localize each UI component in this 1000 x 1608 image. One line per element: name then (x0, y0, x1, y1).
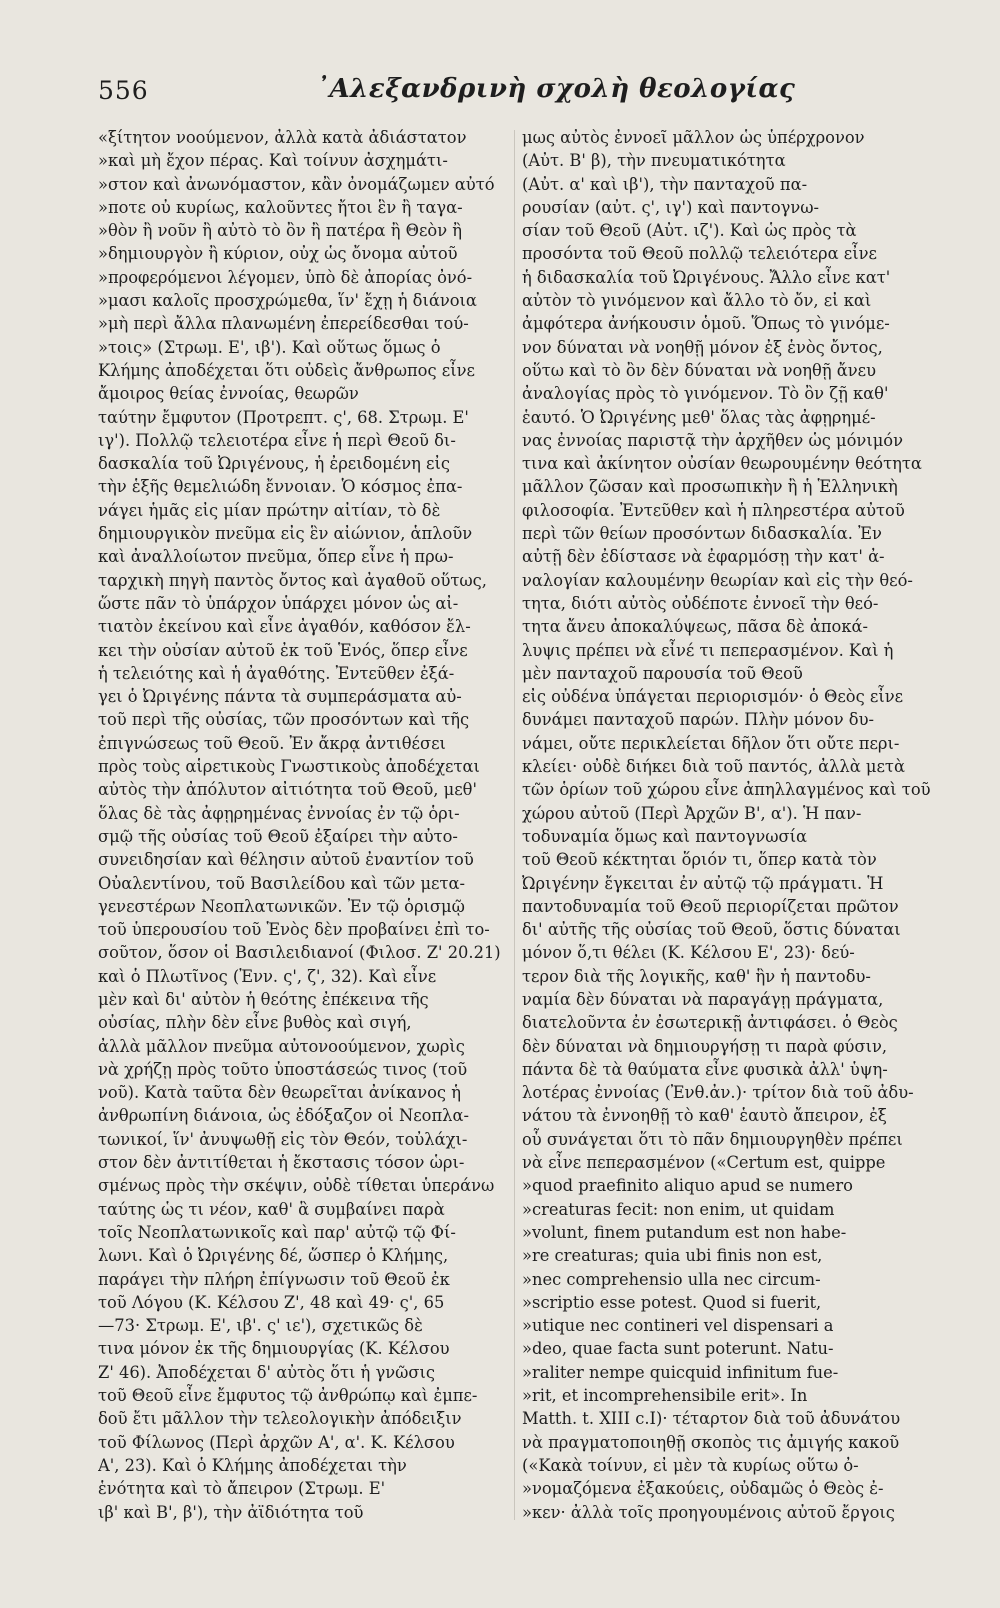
text-line: μως αὐτὸς ἐννοεῖ μᾶλλον ὡς ὑπέρχρονον (522, 128, 865, 147)
column-divider (514, 130, 515, 1520)
text-line: τῶν ὁρίων τοῦ χώρου εἶνε ἀπηλλαγμένος καὶ τοῦ (522, 780, 931, 800)
text-line: ὥστε πᾶν τὸ ὑπάρχον ὑπάρχει μόνον ὡς αἰ- (98, 593, 459, 613)
text-line: Οὐαλεντίνου, τοῦ Βασιλείδου καὶ τῶν μετα- (98, 873, 465, 893)
text-line: νον δύναται νὰ νοηθῇ μόνον ἐξ ἑνὸς ὄντος, (522, 337, 883, 357)
text-line: (Αὐτ. α' καὶ ιβ'), τὴν πανταχοῦ πα- (522, 174, 808, 194)
text-line: τοῖς Νεοπλατωνικοῖς καὶ παρ' αὐτῷ τῷ Φί- (98, 1222, 456, 1242)
text-line: σίαν τοῦ Θεοῦ (Αὐτ. ιζ'). Καὶ ὡς πρὸς τὰ (522, 221, 857, 241)
text-line: Ζ' 46). Ἀποδέχεται δ' αὐτὸς ὅτι ἡ γνῶσις (98, 1362, 436, 1382)
text-line: τιατὸν ἐκείνου καὶ εἶνε ἀγαθόν, καθόσον ἔλ- (98, 617, 471, 637)
text-line: τοῦ Θεοῦ εἶνε ἔμφυτος τῷ ἀνθρώπῳ καὶ ἐμπε- (98, 1386, 478, 1406)
text-line: ναμία δὲν δύναται νὰ παραγάγῃ πράγματα, (522, 989, 884, 1009)
text-line: περὶ τῶν θείων προσόντων διδασκαλία. Ἐν (522, 524, 882, 544)
text-line: νας ἐννοίας παριστᾷ τὴν ἀρχῆθεν ὡς μόνιμόν (522, 430, 903, 450)
text-line: πάντα δὲ τὰ θαύματα εἶνε φυσικὰ ἀλλ' ὑψη- (522, 1059, 888, 1079)
text-line: »κεν· ἀλλὰ τοῖς προηγουμένοις αὐτοῦ ἔργοις (522, 1502, 895, 1522)
text-line: καὶ ἀναλλοίωτον πνεῦμα, ὅπερ εἶνε ἡ πρω- (98, 547, 454, 567)
text-line: νὰ εἶνε πεπερασμένον («Certum est, quippe (522, 1153, 886, 1173)
running-title: ᾿Αλεξανδρινὴ σχολὴ θεολογίας (316, 74, 796, 104)
text-line: δυνάμει πανταχοῦ παρών. Πλὴν μόνον δυ- (522, 710, 874, 730)
text-line: τὴν ἑξῆς θεμελιώδη ἔννοιαν. Ὁ κόσμος ἐπα- (98, 477, 463, 497)
text-line: ταύτης ὡς τι νέον, καθ' ἃ συμβαίνει παρὰ (98, 1199, 445, 1219)
text-line: »ποτε οὐ κυρίως, καλοῦντες ἤτοι ἓν ἢ ταγα- (98, 197, 463, 217)
text-line: ταύτην ἔμφυτον (Προτρεπτ. ς', 68. Στρωμ. Ε' (98, 407, 469, 427)
text-line: »μὴ περὶ ἄλλα πλανωμένη ἐπερείδεσθαι τού- (98, 314, 469, 334)
text-line: »raliter nempe quicquid infinitum fue- (522, 1362, 839, 1382)
text-line: »θὸν ἢ νοῦν ἢ αὐτὸ τὸ ὂν ἢ πατέρα ἢ Θεὸν ἢ (98, 221, 463, 241)
page-number: 556 (98, 76, 149, 105)
left-text-column (98, 126, 512, 1524)
text-line: δοῦ ἔτι μᾶλλον τὴν τελεολογικὴν ἀπόδειξιν (98, 1409, 462, 1429)
text-line: λωνι. Καὶ ὁ Ὠριγένης δέ, ὥσπερ ὁ Κλήμης, (98, 1246, 449, 1266)
text-line: ἀμφότερα ἀνήκουσιν ὁμοῦ. Ὅπως τὸ γινόμε- (522, 314, 890, 334)
text-line: ἀλλὰ μᾶλλον πνεῦμα αὐτονοούμενον, χωρὶς (98, 1036, 465, 1056)
text-line: τινα μόνον ἐκ τῆς δημιουργίας (Κ. Κέλσου (98, 1339, 450, 1359)
text-line: ἄμοιρος θείας ἐννοίας, θεωρῶν (98, 384, 359, 404)
text-line: τοῦ Θεοῦ κέκτηται ὅριόν τι, ὅπερ κατὰ τὸν (522, 850, 877, 870)
text-line: »τοις» (Στρωμ. Ε', ιβ'). Καὶ οὕτως ὅμως ὁ (98, 337, 441, 357)
text-line: στον δὲν ἀντιτίθεται ἡ ἔκστασις τόσον ὡρι- (98, 1153, 465, 1173)
right-text-column (522, 126, 936, 1524)
text-line: φιλοσοφία. Ἐντεῦθεν καὶ ἡ πληρεστέρα αὐτοῦ (522, 500, 905, 520)
text-line: τερον διὰ τῆς λογικῆς, καθ' ἣν ἡ παντοδυ- (522, 966, 871, 986)
text-line: »re creaturas; quia ubi finis non est, (522, 1246, 823, 1266)
text-line: νοῦ). Κατὰ ταῦτα δὲν θεωρεῖται ἀνίκανος ἡ (98, 1083, 461, 1103)
text-line: (Αὐτ. Β' β), τὴν πνευματικότητα (522, 151, 786, 171)
text-line: κλείει· οὐδὲ διήκει διὰ τοῦ παντός, ἀλλὰ μετὰ (522, 757, 905, 777)
text-line: »creaturas fecit: non enim, ut quidam (522, 1199, 835, 1219)
text-line: νάγει ἡμᾶς εἰς μίαν πρώτην αἰτίαν, τὸ δὲ (98, 500, 441, 520)
text-line: σοῦτον, ὅσον οἱ Βασιλειδιανοί (Φιλοσ. Ζ' 20.21) (98, 943, 501, 963)
text-line: («Κακὰ τοίνυν, εἰ μὲν τὰ κυρίως οὕτω ὀ- (522, 1455, 859, 1475)
text-line: γενεστέρων Νεοπλατωνικῶν. Ἐν τῷ ὁρισμῷ (98, 896, 465, 916)
text-line: »καὶ μὴ ἔχον πέρας. Καὶ τοίνυν ἀσχημάτι- (98, 151, 448, 171)
text-line: »utique nec contineri vel dispensari a (522, 1316, 834, 1336)
text-line: παντοδυναμία τοῦ Θεοῦ περιορίζεται πρῶτον (522, 896, 899, 916)
text-line: τητα ἄνευ ἀποκαλύψεως, πᾶσα δὲ ἀποκά- (522, 617, 869, 637)
text-line: δημιουργικὸν πνεῦμα εἰς ἓν αἰώνιον, ἁπλοῦν (98, 524, 473, 544)
text-line: ἀναλογίας πρὸς τὸ γινόμενον. Τὸ ὂν ζῇ καθ' (522, 384, 889, 404)
text-line: ναλογίαν καλουμένην θεωρίαν καὶ εἰς τὴν θεό- (522, 570, 913, 590)
text-line: Α', 23). Καὶ ὁ Κλήμης ἀποδέχεται τὴν (98, 1455, 407, 1475)
text-line: νὰ χρήζῃ πρὸς τοῦτο ὑποστάσεώς τινος (τοῦ (98, 1059, 468, 1079)
text-line: νὰ πραγματοποιηθῇ σκοπὸς τις ἀμιγής κακοῦ (522, 1432, 900, 1452)
text-line: μὲν καὶ δι' αὐτὸν ἡ θεότης ἐπέκεινα τῆς (98, 989, 429, 1009)
text-line: τοδυναμία ὅμως καὶ παντογνωσία (522, 826, 808, 846)
text-line: »προφερόμενοι λέγομεν, ὑπὸ δὲ ἀπορίας ὀνό- (98, 267, 473, 287)
text-line: »rit, et incomprehensibile erit». In (522, 1386, 808, 1406)
text-line: »δημιουργὸν ἢ κύριον, οὐχ ὡς ὄνομα αὐτοῦ (98, 244, 458, 264)
text-line: »στον καὶ ἀνωνόμαστον, κἂν ὀνομάζωμεν αὐτό (98, 174, 495, 194)
text-line: «ξίτητον νοούμενον, ἀλλὰ κατὰ ἀδιάστατον (98, 128, 467, 147)
text-line: ρουσίαν (αὐτ. ς', ιγ') καὶ παντογνω- (522, 197, 820, 217)
text-line: γει ὁ Ὠριγένης πάντα τὰ συμπεράσματα αὐ- (98, 687, 462, 707)
text-line: ἀνθρωπίνη διάνοια, ὡς ἐδόξαζον οἱ Νεοπλα- (98, 1106, 469, 1126)
text-line: οὗ συνάγεται ὅτι τὸ πᾶν δημιουργηθὲν πρέπει (522, 1129, 903, 1149)
text-line: ἑαυτό. Ὁ Ὠριγένης μεθ' ὅλας τὰς ἀφῃρημέ- (522, 407, 876, 427)
text-line: προσόντα τοῦ Θεοῦ πολλῷ τελειότερα εἶνε (522, 244, 877, 264)
text-line: »volunt, finem putandum est non habe- (522, 1222, 847, 1242)
text-line: ἡ τελειότης καὶ ἡ ἀγαθότης. Ἐντεῦθεν ἐξά- (98, 663, 455, 683)
text-line: χώρου αὐτοῦ (Περὶ Ἀρχῶν Β', α'). Ἡ παν- (522, 803, 862, 823)
text-line: τοῦ Λόγου (Κ. Κέλσου Ζ', 48 καὶ 49· ς', 65 (98, 1292, 445, 1312)
text-line: λοτέρας ἐννοίας (Ἐνθ.ἀν.)· τρίτον διὰ τοῦ ἀδυ- (522, 1083, 914, 1103)
text-line: ἡ διδασκαλία τοῦ Ὠριγένους. Ἄλλο εἶνε κατ' (522, 267, 891, 287)
text-line: σμῷ τῆς οὐσίας τοῦ Θεοῦ ἐξαίρει τὴν αὐτο- (98, 826, 458, 846)
text-line: ταρχικὴ πηγὴ παντὸς ὄντος καὶ ἀγαθοῦ οὕτως, (98, 570, 487, 590)
text-line: Κλήμης ἀποδέχεται ὅτι οὐδεὶς ἄνθρωπος εἶνε (98, 360, 475, 380)
text-line: δὲν δύναται νὰ δημιουργήσῃ τι παρὰ φύσιν, (522, 1036, 888, 1056)
text-line: »quod praefinito aliquo apud se numero (522, 1176, 853, 1196)
text-line: νάμει, οὔτε περικλείεται δῆλον ὅτι οὔτε περι- (522, 733, 900, 753)
text-line: αὐτὸς τὴν ἀπόλυτον αἰτιότητα τοῦ Θεοῦ, μεθ' (98, 780, 477, 800)
text-line: δι' αὐτῆς τῆς οὐσίας τοῦ Θεοῦ, ὅστις δύναται (522, 920, 901, 940)
text-line: »nec comprehensio ulla nec circum- (522, 1269, 821, 1289)
text-line: —73· Στρωμ. Ε', ιβ'. ς' ιε'), σχετικῶς δὲ (98, 1316, 423, 1336)
text-line: τωνικοί, ἵν' ἀνυψωθῇ εἰς τὸν Θεόν, τοὐλάχι- (98, 1129, 468, 1149)
text-line: λυψις πρέπει νὰ εἶνέ τι πεπερασμένον. Καὶ ἡ (522, 640, 894, 660)
text-line: ιγ'). Πολλῷ τελειοτέρα εἶνε ἡ περὶ Θεοῦ δι- (98, 430, 456, 450)
text-line: »μασι καλοῖς προσχρώμεθα, ἵν' ἔχῃ ἡ διάνοια (98, 291, 477, 311)
text-line: δασκαλία τοῦ Ὠριγένους, ἡ ἐρειδομένη εἰς (98, 454, 450, 474)
text-line: κει τὴν οὐσίαν αὐτοῦ ἐκ τοῦ Ἑνός, ὅπερ εἶνε (98, 640, 468, 660)
text-line: »scriptio esse potest. Quod si fuerit, (522, 1292, 822, 1312)
text-line: αὐτὸν τὸ γινόμενον καὶ ἄλλο τὸ ὄν, εἰ καὶ (522, 291, 872, 311)
text-line: »deo, quae facta sunt poterunt. Natu- (522, 1339, 834, 1359)
text-line: τινα καὶ ἀκίνητον οὐσίαν θεωρουμένην θεότητα (522, 454, 922, 474)
text-line: Ὠριγένην ἔγκειται ἐν αὐτῷ τῷ πράγματι. Ἡ (522, 873, 884, 893)
text-line: συνειδησίαν καὶ θέλησιν αὐτοῦ ἐναντίον τοῦ (98, 850, 474, 870)
text-line: ιβ' καὶ Β', β'), τὴν ἀϊδιότητα τοῦ (98, 1502, 364, 1522)
text-line: μὲν πανταχοῦ παρουσία τοῦ Θεοῦ (522, 663, 803, 683)
text-line: οὐσίας, πλὴν δὲν εἶνε βυθὸς καὶ σιγή, (98, 1013, 412, 1033)
text-line: παράγει τὴν πλήρη ἐπίγνωσιν τοῦ Θεοῦ ἐκ (98, 1269, 450, 1289)
text-line: »νομαζόμενα ἐξακούεις, οὐδαμῶς ὁ Θεὸς ἐ- (522, 1479, 884, 1499)
text-line: τητα, διότι αὐτὸς οὐδέποτε ἐννοεῖ τὴν θεό- (522, 593, 879, 613)
text-line: αὐτῇ δὲν ἐδίστασε νὰ ἐφαρμόσῃ τὴν κατ' ἀ- (522, 547, 885, 567)
text-line: σμένως πρὸς τὴν σκέψιν, οὐδὲ τίθεται ὑπεράνω (98, 1176, 495, 1196)
text-line: ὅλας δὲ τὰς ἀφῃρημένας ἐννοίας ἐν τῷ ὁρι- (98, 803, 460, 823)
text-line: διατελοῦντα ἐν ἐσωτερικῇ ἀντιφάσει. ὁ Θεὸς (522, 1013, 898, 1033)
text-line: νάτου τὰ ἐννοηθῇ τὸ καθ' ἑαυτὸ ἄπειρον, ἐξ (522, 1106, 887, 1126)
text-line: πρὸς τοὺς αἱρετικοὺς Γνωστικοὺς ἀποδέχεται (98, 757, 480, 777)
text-line: εἰς οὐδένα ὑπάγεται περιορισμόν· ὁ Θεὸς εἶνε (522, 687, 904, 707)
text-line: καὶ ὁ Πλωτῖνος (Ἐνν. ς', ζ', 32). Καὶ εἶνε (98, 966, 437, 986)
text-line: ἐπιγνώσεως τοῦ Θεοῦ. Ἐν ἄκρᾳ ἀντιθέσει (98, 733, 446, 753)
text-line: τοῦ περὶ τῆς οὐσίας, τῶν προσόντων καὶ τῆς (98, 710, 470, 730)
text-line: τοῦ ὑπερουσίου τοῦ Ἑνὸς δὲν προβαίνει ἐπὶ το- (98, 920, 490, 940)
text-line: οὕτω καὶ τὸ ὂν δὲν δύναται νὰ νοηθῇ ἄνευ (522, 360, 876, 380)
text-line: ἑνότητα καὶ τὸ ἄπειρον (Στρωμ. Ε' (98, 1479, 386, 1499)
text-line: μᾶλλον ζῶσαν καὶ προσωπικὴν ἢ ἡ Ἑλληνικὴ (522, 477, 898, 497)
text-line: τοῦ Φίλωνος (Περὶ ἀρχῶν Α', α'. Κ. Κέλσου (98, 1432, 455, 1452)
text-line: Matth. t. XIII c.I)· τέταρτον διὰ τοῦ ἀδυνάτου (522, 1409, 901, 1429)
text-line: μόνον ὅ,τι θέλει (Κ. Κέλσου Ε', 23)· δεύ- (522, 943, 855, 963)
